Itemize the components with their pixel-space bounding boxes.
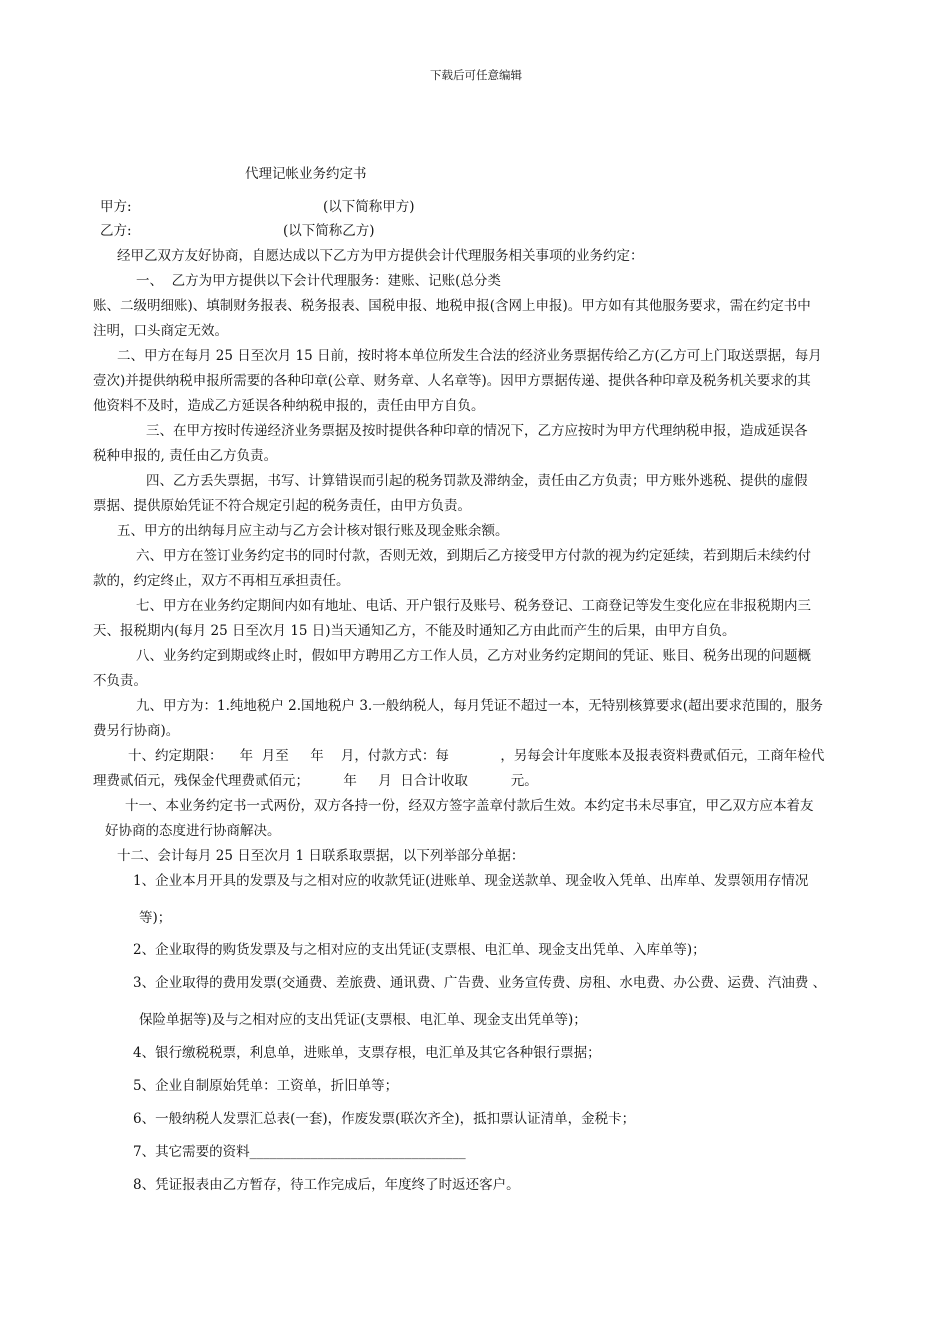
clause-11-line-1: 十一、本业务约定书一式两份，双方各持一份，经双方签字盖章付款后生效。本约定书未尽事宜，甲乙双方应本着友 [125, 798, 814, 814]
page-header-watermark: 下载后可任意编辑 [430, 68, 522, 82]
list-item-7: 7、其它需要的资料________________________________ [133, 1144, 466, 1160]
clause-11-line-2: 好协商的态度进行协商解决。 [105, 823, 281, 839]
clause-9-line-1: 九、甲方为：1.纯地税户 2.国地税户 3.一般纳税人，每月凭证不超过一本，无特别核算要求(超出要求范围的，服务 [136, 698, 823, 714]
document-title: 代理记帐业务约定书 [245, 166, 367, 182]
list-item-3-line-1: 3、企业取得的费用发票(交通费、差旅费、通讯费、广告费、业务宣传费、房租、水电费、办公费、运费、汽油费 、 [133, 975, 827, 991]
party-b-label: 乙方: [100, 223, 132, 239]
list-item-6: 6、一般纳税人发票汇总表(一套)，作废发票(联次齐全)，抵扣票认证清单，金税卡； [133, 1111, 636, 1127]
intro-paragraph: 经甲乙双方友好协商，自愿达成以下乙方为甲方提供会计代理服务相关事项的业务约定： [117, 248, 644, 264]
clause-1-line-3: 注明，口头商定无效。 [93, 323, 228, 339]
clause-6-line-2: 款的，约定终止，双方不再相互承担责任。 [93, 573, 350, 589]
clause-2-line-2: 壹次)并提供纳税申报所需要的各种印章(公章、财务章、人名章等)。因甲方票据传递、提供各种印章及税务机关要求的其 [93, 373, 811, 389]
clause-3-line-2: 税种申报的, 责任由乙方负责。 [93, 448, 278, 464]
list-item-4: 4、银行缴税税票，利息单，进账单，支票存根，电汇单及其它各种银行票据； [133, 1045, 601, 1061]
clause-7-line-2: 天、报税期内(每月 25 日至次月 15 日)当天通知乙方，不能及时通知乙方由此而产生的后果，由甲方自负。 [93, 623, 736, 639]
clause-4-line-1: 四、乙方丢失票据，书写、计算错误而引起的税务罚款及滞纳金，责任由乙方负责；甲方账外逃税、提供的虚假 [146, 473, 808, 489]
clause-10-line-2: 理费贰佰元，残保金代理费贰佰元； 年 月 日合计收取 元。 [93, 773, 538, 789]
clause-2-line-3: 他资料不及时，造成乙方延误各种纳税申报的，责任由甲方自负。 [93, 398, 485, 414]
clause-4-line-2: 票据、提供原始凭证不符合规定引起的税务责任，由甲方负责。 [93, 498, 471, 514]
clause-12-line-1: 十二、会计每月 25 日至次月 1 日联系取票据，以下列举部分单据： [117, 848, 525, 864]
clause-1-line-1: 一、 乙方为甲方提供以下会计代理服务：建账、记账(总分类 [136, 273, 501, 289]
party-b-note: (以下简称乙方) [283, 223, 375, 239]
list-item-1-line-2: 等)； [139, 910, 172, 926]
clause-10-line-1: 十、约定期限： 年 月至 年 月，付款方式：每 ，另每会计年度账本及报表资料费贰佰元，工商年检代 [128, 748, 825, 764]
list-item-3-line-2: 保险单据等)及与之相对应的支出凭证(支票根、电汇单、现金支出凭单等)； [139, 1012, 587, 1028]
clause-7-line-1: 七、甲方在业务约定期间内如有地址、电话、开户银行及账号、税务登记、工商登记等发生变化应在非报税期内三 [136, 598, 811, 614]
clause-3-line-1: 三、在甲方按时传递经济业务票据及按时提供各种印章的情况下，乙方应按时为甲方代理纳税申报，造成延误各 [146, 423, 808, 439]
clause-6-line-1: 六、甲方在签订业务约定书的同时付款，否则无效，到期后乙方接受甲方付款的视为约定延续，若到期后未续约付 [136, 548, 811, 564]
list-item-5: 5、企业自制原始凭单：工资单，折旧单等； [133, 1078, 399, 1094]
clause-5-line-1: 五、甲方的出纳每月应主动与乙方会计核对银行账及现金账余额。 [117, 523, 509, 539]
clause-8-line-1: 八、业务约定到期或终止时，假如甲方聘用乙方工作人员，乙方对业务约定期间的凭证、账目、税务出现的问题概 [136, 648, 811, 664]
list-item-1-line-1: 1、企业本月开具的发票及与之相对应的收款凭证(进账单、现金送款单、现金收入凭单、出库单、发票领用存情况 [133, 873, 809, 889]
clause-9-line-2: 费另行协商)。 [93, 723, 180, 739]
party-a-note: (以下简称甲方) [323, 199, 415, 215]
party-a-label: 甲方: [100, 199, 132, 215]
list-item-8: 8、凭证报表由乙方暂存，待工作完成后，年度终了时返还客户。 [133, 1177, 520, 1193]
list-item-2: 2、企业取得的购货发票及与之相对应的支出凭证(支票根、电汇单、现金支出凭单、入库单等)； [133, 942, 706, 958]
clause-1-line-2: 账、二级明细账)、填制财务报表、税务报表、国税申报、地税申报(含网上申报)。甲方如有其他服务要求，需在约定书中 [93, 298, 811, 314]
clause-8-line-2: 不负责。 [93, 673, 147, 689]
clause-2-line-1: 二、甲方在每月 25 日至次月 15 日前，按时将本单位所发生合法的经济业务票据传给乙方(乙方可上门取送票据，每月 [117, 348, 822, 364]
